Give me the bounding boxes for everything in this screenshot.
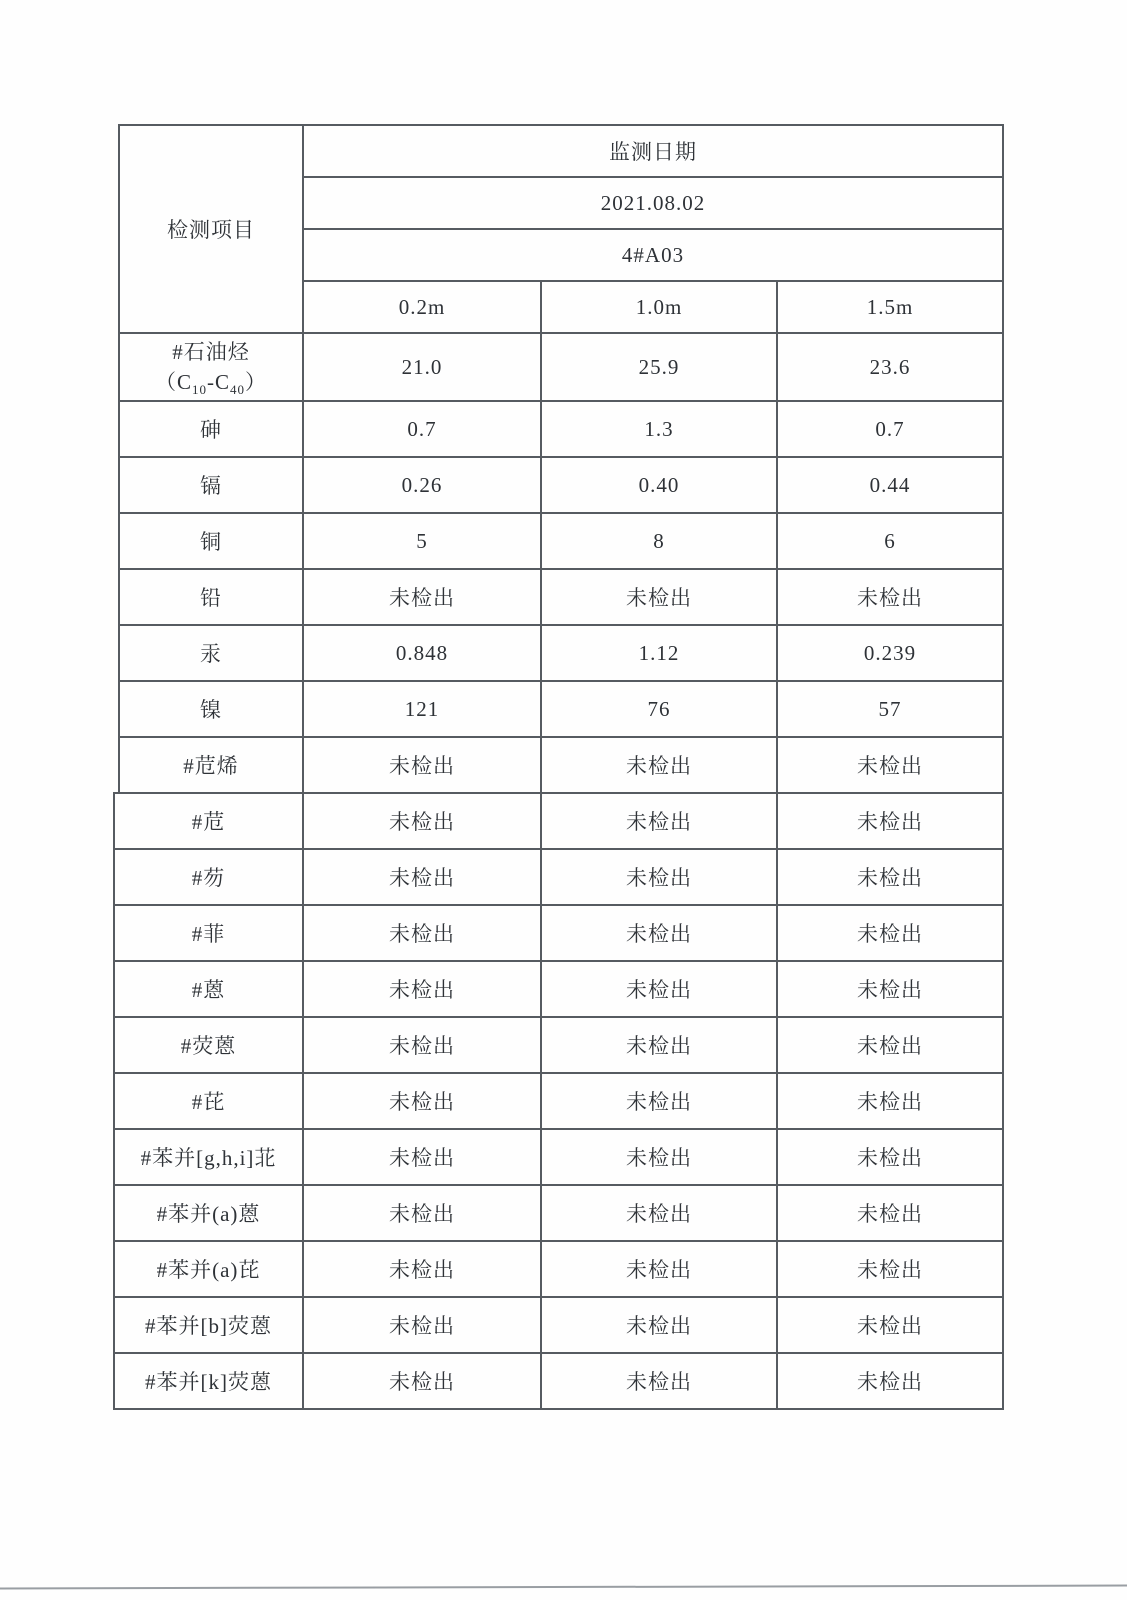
value-cell: 未检出 [303,1185,541,1241]
value-cell: 未检出 [541,905,777,961]
monitoring-table-upper [118,124,1004,794]
table-row [119,333,1003,401]
value-cell: 未检出 [541,961,777,1017]
value-cell: 未检出 [303,793,541,849]
value-cell: 未检出 [303,569,541,625]
table-row [119,457,1003,513]
value-cell: 5 [303,513,541,569]
row-label-cell: #苯并(a)芘 [114,1241,303,1297]
value-cell: 未检出 [777,1241,1003,1297]
value-cell: 0.40 [541,457,777,513]
row-label-cell: #荧蒽 [114,1017,303,1073]
value-cell: 1.3 [541,401,777,457]
table-row [119,681,1003,737]
value-cell: 未检出 [303,961,541,1017]
monitoring-table-lower [113,792,1004,1410]
value-cell: 未检出 [541,737,777,793]
value-cell: 121 [303,681,541,737]
value-cell: 未检出 [541,849,777,905]
depth-header-cell: 1.0m [541,281,777,333]
value-cell: 未检出 [303,1017,541,1073]
row-label-cell: 铅 [119,569,303,625]
value-cell: 未检出 [777,1017,1003,1073]
value-cell: 未检出 [777,849,1003,905]
table-row [119,513,1003,569]
value-cell: 21.0 [303,333,541,401]
table-row [114,1073,1003,1129]
value-cell: 0.26 [303,457,541,513]
table-row [119,569,1003,625]
table-row [114,793,1003,849]
value-cell: 未检出 [541,1241,777,1297]
corner-cell: 检测项目 [119,125,303,333]
header-title-cell: 监测日期 [303,125,1003,177]
value-cell: 0.7 [303,401,541,457]
row-label-cell: #苯并[b]荧蒽 [114,1297,303,1353]
table-row [114,961,1003,1017]
value-cell: 未检出 [303,849,541,905]
row-label-cell: #芴 [114,849,303,905]
value-cell: 未检出 [777,1129,1003,1185]
table-row [119,737,1003,793]
header-row-title [119,125,1003,177]
row-label-cell: 汞 [119,625,303,681]
value-cell: 1.12 [541,625,777,681]
value-cell: 76 [541,681,777,737]
table-row [114,849,1003,905]
table-row [119,401,1003,457]
value-cell: 未检出 [777,737,1003,793]
value-cell: 未检出 [541,1129,777,1185]
value-cell: 57 [777,681,1003,737]
value-cell: 未检出 [777,793,1003,849]
value-cell: 8 [541,513,777,569]
header-date-cell: 2021.08.02 [303,177,1003,229]
row-label-cell: #苊 [114,793,303,849]
row-label-cell: #菲 [114,905,303,961]
value-cell: 未检出 [303,1241,541,1297]
value-cell: 未检出 [777,905,1003,961]
value-cell: 未检出 [777,569,1003,625]
value-cell: 0.44 [777,457,1003,513]
value-cell: 未检出 [777,1297,1003,1353]
value-cell: 未检出 [303,1353,541,1409]
table-row [114,1185,1003,1241]
value-cell: 6 [777,513,1003,569]
header-point-cell: 4#A03 [303,229,1003,281]
value-cell: 未检出 [777,1185,1003,1241]
value-cell: 25.9 [541,333,777,401]
value-cell: 0.239 [777,625,1003,681]
row-label-cell: 镉 [119,457,303,513]
value-cell: 未检出 [303,1073,541,1129]
value-cell: 未检出 [541,1185,777,1241]
row-label-cell: #苯并[k]荧蒽 [114,1353,303,1409]
table-row [114,1353,1003,1409]
row-label-cell: #芘 [114,1073,303,1129]
value-cell: 未检出 [303,737,541,793]
value-cell: 未检出 [777,961,1003,1017]
value-cell: 未检出 [303,1297,541,1353]
analyte-formula: $(C_{10}-C_{40})$ [154,370,267,398]
value-cell: 未检出 [303,1129,541,1185]
row-label-cell [119,333,303,401]
table-row [114,1129,1003,1185]
row-label-cell: 铜 [119,513,303,569]
table-row [114,905,1003,961]
row-label-cell: 镍 [119,681,303,737]
value-cell: 未检出 [777,1353,1003,1409]
row-label-cell: #苊烯 [119,737,303,793]
value-cell: 未检出 [541,1017,777,1073]
value-cell: 未检出 [541,569,777,625]
row-label-cell: #蒽 [114,961,303,1017]
value-cell: 未检出 [777,1073,1003,1129]
value-cell: 未检出 [541,793,777,849]
table-row [114,1297,1003,1353]
value-cell: 0.7 [777,401,1003,457]
row-label-cell: #苯并(a)蒽 [114,1185,303,1241]
value-cell: 未检出 [303,905,541,961]
table-row [114,1241,1003,1297]
depth-header-cell: 0.2m [303,281,541,333]
row-label-cell: #苯并[g,h,i]苝 [114,1129,303,1185]
table-row [114,1017,1003,1073]
analyte-name: #石油烃 [172,339,250,364]
row-label-cell: 砷 [119,401,303,457]
page-bottom-scan-line [0,1585,1127,1590]
value-cell: 未检出 [541,1297,777,1353]
value-cell: 0.848 [303,625,541,681]
value-cell: 未检出 [541,1073,777,1129]
value-cell: 23.6 [777,333,1003,401]
value-cell: 未检出 [541,1353,777,1409]
depth-header-cell: 1.5m [777,281,1003,333]
table-row [119,625,1003,681]
